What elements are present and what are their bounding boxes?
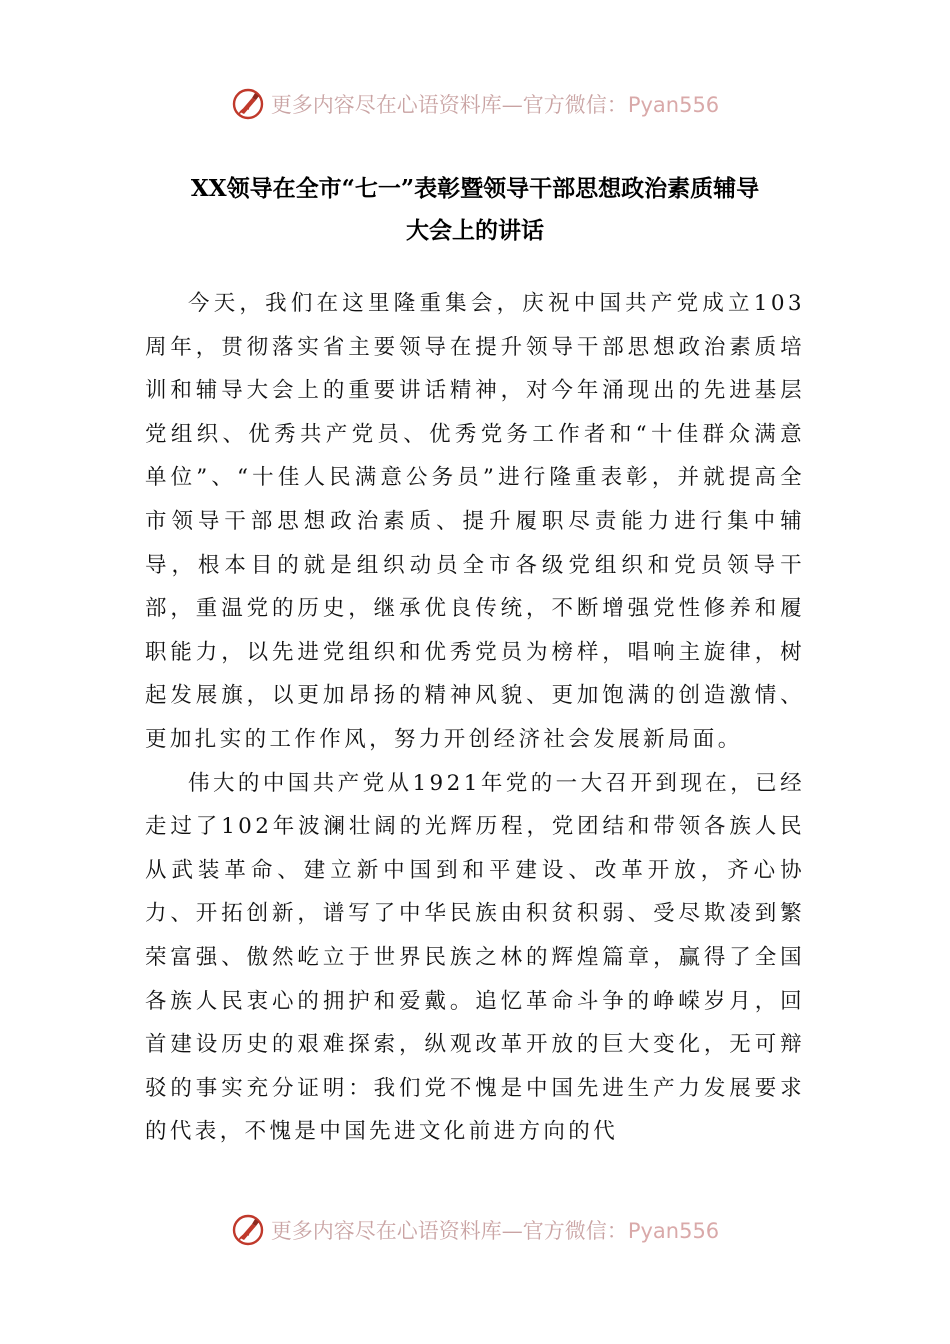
header-watermark <box>0 84 950 124</box>
watermark-group <box>231 87 719 121</box>
watermark-text: 更多内容尽在心语资料库—官方微信：Pyan556 <box>270 1219 720 1243</box>
title-line-1: XX领导在全市“七一”表彰暨领导干部思想政治素质辅导 <box>190 175 760 202</box>
pen-logo-icon <box>231 87 265 121</box>
title-line-2: 大会上的讲话 <box>406 217 544 244</box>
watermark-text: 更多内容尽在心语资料库—官方微信：Pyan556 <box>270 93 720 117</box>
paragraph: 伟大的中国共产党从1921年党的一大召开到现在，已经走过了102年波澜壮阔的光辉历程，党团结和带领各族人民从武装革命、建立新中国到和平建设、改革开放，齐心协力、开拓创新，谱写了中华民族由积贫积弱、受尽欺凌到繁荣富强、傲然屹立于世界民族之林的辉煌篇章，赢得了全国各族人民衷心的拥护和爱戴。追忆革命斗争的峥嵘岁月，回首建设历史的艰难探索，纵观改革开放的巨大变化，无可辩驳的事实充分证明：我们党不愧是中国先进生产力发展要求的代表，不愧是中国先进文化前进方向的代 <box>145 770 805 1145</box>
paragraph: 今天，我们在这里隆重集会，庆祝中国共产党成立103周年，贯彻落实省主要领导在提升领导干部思想政治素质培训和辅导大会上的重要讲话精神，对今年涌现出的先进基层党组织、优秀共产党员、优秀党务工作者和“十佳群众满意单位”、“十佳人民满意公务员”进行隆重表彰，并就提高全市领导干部思想政治素质、提升履职尽责能力进行集中辅导，根本目的就是组织动员全市各级党组织和党员领导干部，重温党的历史，继承优良传统，不断增强党性修养和履职能力，以先进党组织和优秀党员为榜样，唱响主旋律，树起发展旗，以更加昂扬的精神风貌、更加饱满的创造激情、更加扎实的工作作风，努力开创经济社会发展新局面。 <box>145 291 805 752</box>
watermark-group <box>231 1213 719 1247</box>
pen-logo-icon <box>231 1213 265 1247</box>
document-title <box>140 168 810 252</box>
footer-watermark <box>0 1210 950 1250</box>
document-body <box>145 282 805 1154</box>
